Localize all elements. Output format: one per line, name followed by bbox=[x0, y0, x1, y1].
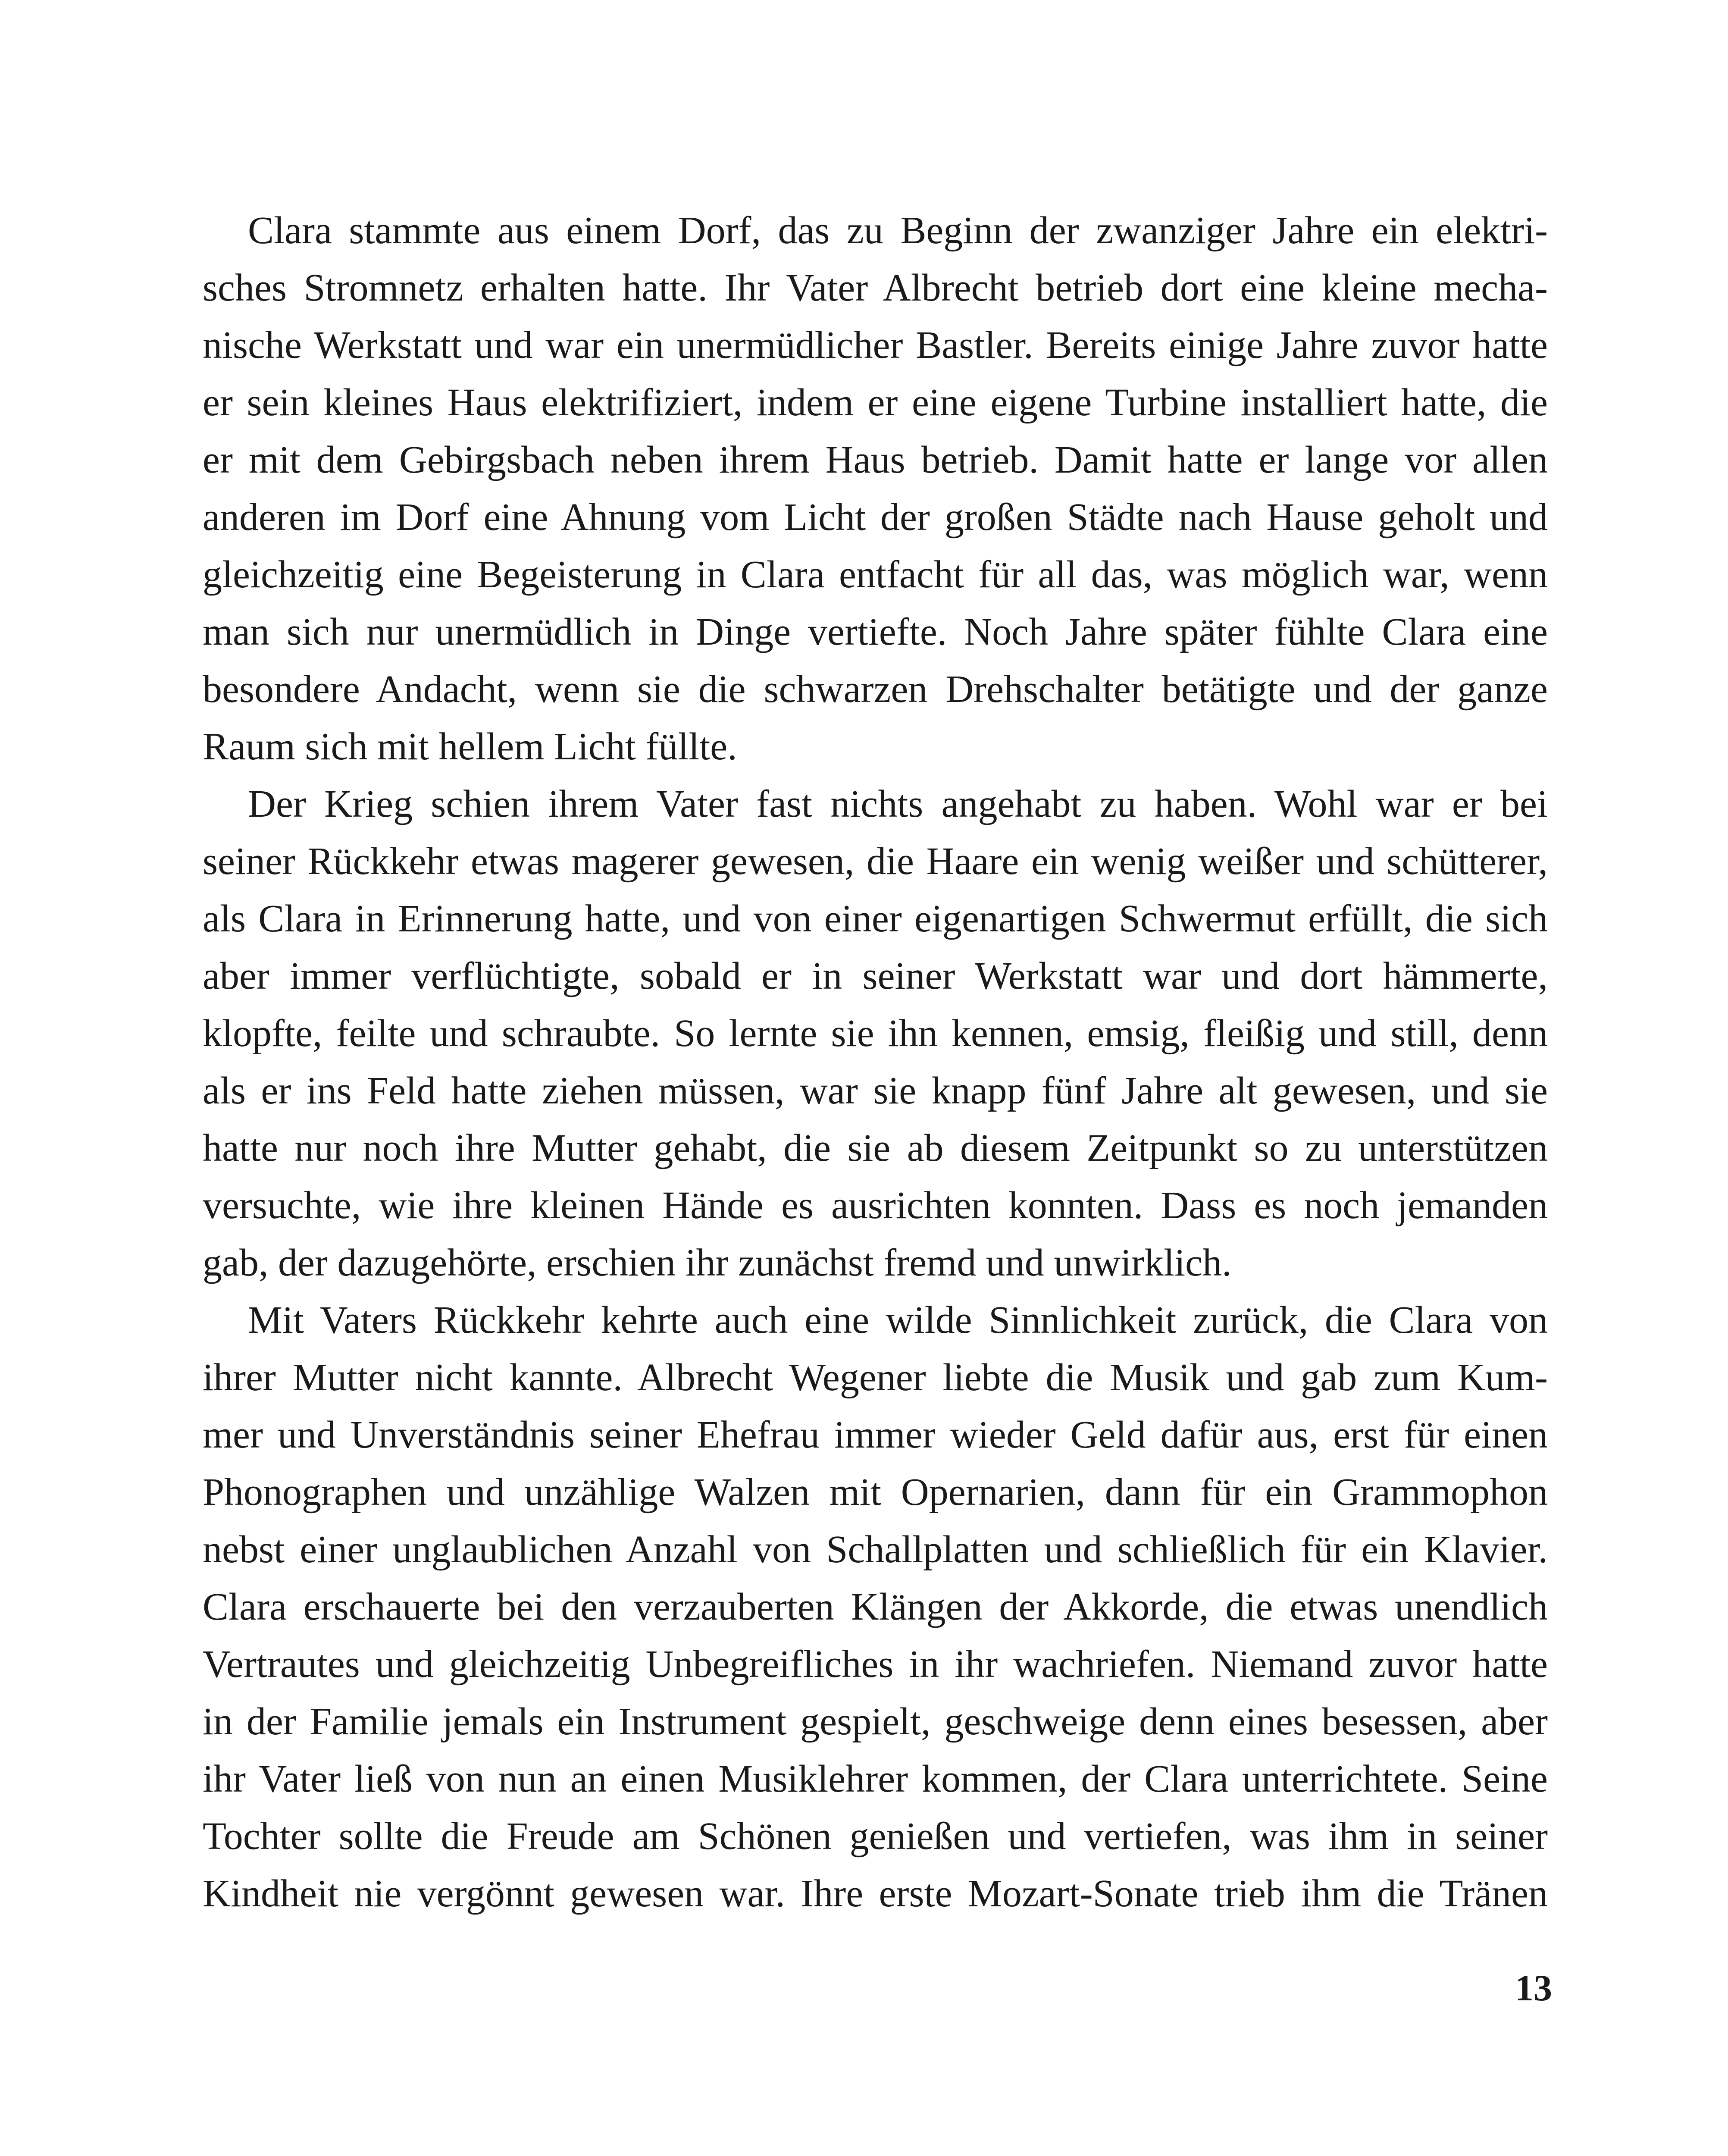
paragraph-2-line-8: versuchte, wie ihre kleinen Hände es ausrichten konnten. Dass es noch jemanden bbox=[203, 1184, 1548, 1227]
paragraph-3-line-10: Tochter sollte die Freude am Schönen genießen und vertiefen, was ihm in seiner bbox=[203, 1815, 1548, 1858]
paragraph-2-line-2: seiner Rückkehr etwas magerer gewesen, die Haare ein wenig weißer und schütterer, bbox=[203, 840, 1548, 883]
paragraph-3-line-8: in der Familie jemals ein Instrument gespielt, geschweige denn eines besessen, aber bbox=[203, 1700, 1548, 1743]
paragraph-3-line-1: Mit Vaters Rückkehr kehrte auch eine wilde Sinnlichkeit zurück, die Clara von bbox=[248, 1299, 1548, 1341]
page-number: 13 bbox=[1515, 1967, 1552, 2009]
paragraph-1-line-9: besondere Andacht, wenn sie die schwarzen Drehschalter betätigte und der ganze bbox=[203, 668, 1548, 711]
paragraph-3-line-6: Clara erschauerte bei den verzauberten Klängen der Akkorde, die etwas unendlich bbox=[203, 1586, 1548, 1628]
paragraph-3-line-9: ihr Vater ließ von nun an einen Musiklehrer kommen, der Clara unterrichtete. Seine bbox=[203, 1758, 1548, 1800]
paragraph-3-line-7: Vertrautes und gleichzeitig Unbegreifliches in ihr wachriefen. Niemand zuvor hatte bbox=[203, 1643, 1548, 1686]
paragraph-2-line-6: als er ins Feld hatte ziehen müssen, war sie knapp fünf Jahre alt gewesen, und sie bbox=[203, 1069, 1548, 1112]
paragraph-1-line-10: Raum sich mit hellem Licht füllte. bbox=[203, 725, 737, 768]
paragraph-1-line-8: man sich nur unermüdlich in Dinge vertiefte. Noch Jahre später fühlte Clara eine bbox=[203, 611, 1548, 653]
paragraph-1-line-5: er mit dem Gebirgsbach neben ihrem Haus betrieb. Damit hatte er lange vor allen bbox=[203, 439, 1548, 481]
paragraph-3-line-3: mer und Unverständnis seiner Ehefrau immer wieder Geld dafür aus, erst für einen bbox=[203, 1413, 1548, 1456]
paragraph-3-line-4: Phonographen und unzählige Walzen mit Opernarien, dann für ein Grammophon bbox=[203, 1471, 1548, 1514]
paragraph-2-line-4: aber immer verflüchtigte, sobald er in seiner Werkstatt war und dort hämmerte, bbox=[203, 955, 1548, 997]
paragraph-2-line-7: hatte nur noch ihre Mutter gehabt, die sie ab diesem Zeitpunkt so zu unterstützen bbox=[203, 1127, 1548, 1169]
paragraph-2-line-3: als Clara in Erinnerung hatte, und von einer eigenartigen Schwermut erfüllt, die sich bbox=[203, 897, 1548, 940]
paragraph-3-line-5: nebst einer unglaublichen Anzahl von Schallplatten und schließlich für ein Klavier. bbox=[203, 1528, 1548, 1571]
paragraph-1-line-4: er sein kleines Haus elektrifiziert, indem er eine eigene Turbine installiert hatte, die bbox=[203, 381, 1548, 424]
paragraph-1-line-3: nische Werkstatt und war ein unermüdlicher Bastler. Bereits einige Jahre zuvor hatte bbox=[203, 324, 1548, 367]
paragraph-1-line-7: gleichzeitig eine Begeisterung in Clara entfacht für all das, was möglich war, wenn bbox=[203, 553, 1548, 596]
paragraph-1-line-2: sches Stromnetz erhalten hatte. Ihr Vater Albrecht betrieb dort eine kleine mecha- bbox=[203, 266, 1548, 309]
paragraph-3-line-2: ihrer Mutter nicht kannte. Albrecht Wegener liebte die Musik und gab zum Kum- bbox=[203, 1356, 1548, 1399]
paragraph-1-line-1: Clara stammte aus einem Dorf, das zu Beginn der zwanziger Jahre ein elektri- bbox=[248, 209, 1548, 252]
paragraph-2-line-1: Der Krieg schien ihrem Vater fast nichts angehabt zu haben. Wohl war er bei bbox=[248, 783, 1548, 825]
paragraph-3-line-11: Kindheit nie vergönnt gewesen war. Ihre erste Mozart-Sonate trieb ihm die Tränen bbox=[203, 1872, 1548, 1915]
paragraph-1-line-6: anderen im Dorf eine Ahnung vom Licht der großen Städte nach Hause geholt und bbox=[203, 496, 1548, 539]
paragraph-2-line-9: gab, der dazugehörte, erschien ihr zunächst fremd und unwirklich. bbox=[203, 1241, 1232, 1284]
paragraph-2-line-5: klopfte, feilte und schraubte. So lernte sie ihn kennen, emsig, fleißig und still, denn bbox=[203, 1012, 1548, 1055]
